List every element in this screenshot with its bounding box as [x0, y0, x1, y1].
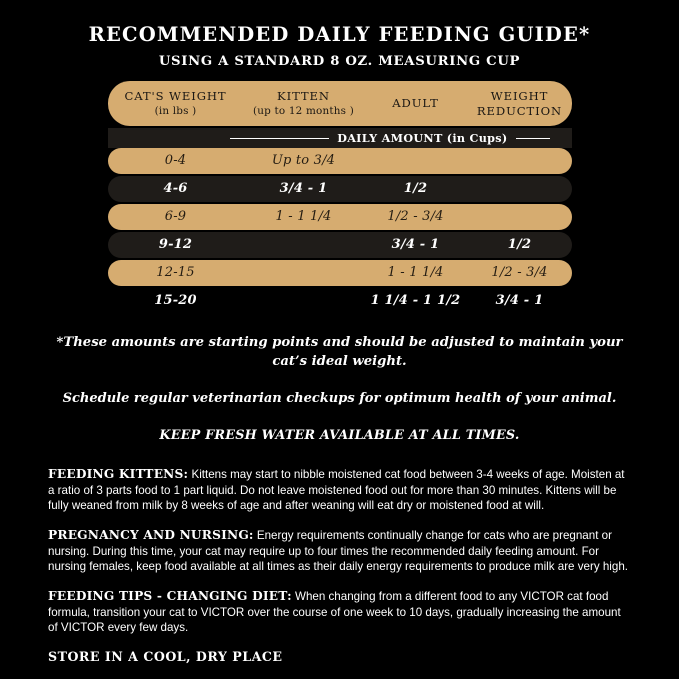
storage-instruction: STORE IN A COOL, DRY PLACE — [48, 649, 283, 665]
cell-weight: 6-9 — [164, 208, 187, 224]
table-header-row — [108, 81, 572, 126]
cell-kitten: 3/4 - 1 — [279, 180, 328, 196]
table-row — [108, 176, 572, 202]
column-header-reduction — [468, 90, 572, 119]
feeding-table — [108, 81, 572, 314]
table-row — [108, 204, 572, 230]
section-feeding-kittens-lead: FEEDING KITTENS: — [48, 467, 189, 482]
column-header-kitten — [244, 90, 364, 117]
column-header-kitten-sublabel: (up to 12 months ) — [253, 104, 354, 117]
daily-amount-divider — [108, 128, 572, 148]
cell-reduction: 1/2 - 3/4 — [491, 264, 548, 280]
cell-reduction: 3/4 - 1 — [495, 292, 544, 308]
page-title: RECOMMENDED DAILY FEEDING GUIDE* — [88, 23, 591, 46]
notes-block — [0, 334, 679, 444]
section-feeding-tips-lead: FEEDING TIPS - CHANGING DIET: — [48, 589, 292, 604]
section-pregnancy-nursing-lead: PREGNANCY AND NURSING: — [48, 528, 254, 543]
column-header-reduction-sublabel: REDUCTION — [476, 103, 563, 118]
table-row — [108, 232, 572, 258]
note-fresh-water: KEEP FRESH WATER AVAILABLE AT ALL TIMES. — [159, 427, 520, 443]
section-feeding-kittens — [48, 466, 631, 513]
section-feeding-tips — [48, 588, 631, 635]
footnote-amounts: *These amounts are starting points and should be adjusted to maintain your cat’s ideal weight. — [56, 335, 623, 369]
column-header-adult-label: ADULT — [392, 96, 439, 111]
cell-kitten: Up to 3/4 — [271, 152, 336, 168]
cell-adult: 1/2 - 3/4 — [387, 208, 444, 224]
column-header-adult — [364, 97, 468, 110]
column-header-weight-label: CAT'S WEIGHT — [124, 89, 227, 104]
section-feeding-kittens-text: Kittens may start to nibble moistened cat food between 3-4 weeks of age. Moisten at a ratio of 3 parts food to 1 part liquid. Do not leave moistened food out for more than 30 minutes. Kittens will be fully weaned from milk by 8 weeks of age and after weaning will eat dry or moistened food at will. — [48, 468, 625, 513]
section-pregnancy-nursing-text: Energy requirements continually change for cats who are pregnant or nursing. During this time, your cat may require up to four times the recommended daily feeding amount. For nursing females, keep food available at all times as their daily energy requirements to produce milk are very high. — [48, 529, 628, 573]
cell-adult: 1/2 — [403, 180, 428, 196]
cell-weight: 15-20 — [154, 292, 197, 308]
daily-amount-label: DAILY AMOUNT (in Cups) — [337, 131, 508, 146]
cell-weight: 4-6 — [163, 180, 188, 196]
divider-rule-right — [516, 138, 550, 139]
daily-amount-divider-inner — [108, 131, 572, 145]
cell-kitten: 1 - 1 1/4 — [275, 208, 332, 224]
note-vet-checkups: Schedule regular veterinarian checkups for optimum health of your animal. — [62, 390, 617, 406]
cell-weight: 9-12 — [158, 236, 193, 252]
cell-weight: 12-15 — [156, 264, 195, 280]
cell-weight: 0-4 — [164, 152, 187, 168]
table-row — [108, 288, 572, 314]
divider-rule-left — [230, 138, 330, 139]
table-row — [108, 260, 572, 286]
cell-reduction: 1/2 — [507, 236, 532, 252]
table-row — [108, 148, 572, 174]
body-sections — [0, 466, 679, 664]
column-header-weight — [108, 90, 244, 117]
section-pregnancy-nursing — [48, 527, 631, 574]
section-feeding-tips-text: When changing from a different food to any VICTOR cat food formula, transition your cat to VICTOR over the course of one week to 10 days, gradually increasing the amount of VICTOR every few days. — [48, 590, 621, 634]
cell-adult: 1 - 1 1/4 — [387, 264, 444, 280]
title-block — [0, 0, 679, 69]
column-header-weight-sublabel: (in lbs ) — [154, 104, 197, 117]
column-header-reduction-label: WEIGHT — [490, 88, 549, 103]
cell-adult: 3/4 - 1 — [391, 236, 440, 252]
column-header-kitten-label: KITTEN — [277, 89, 330, 104]
cell-adult: 1 1/4 - 1 1/2 — [370, 292, 461, 308]
page-subtitle: USING A STANDARD 8 OZ. MEASURING CUP — [158, 54, 521, 70]
